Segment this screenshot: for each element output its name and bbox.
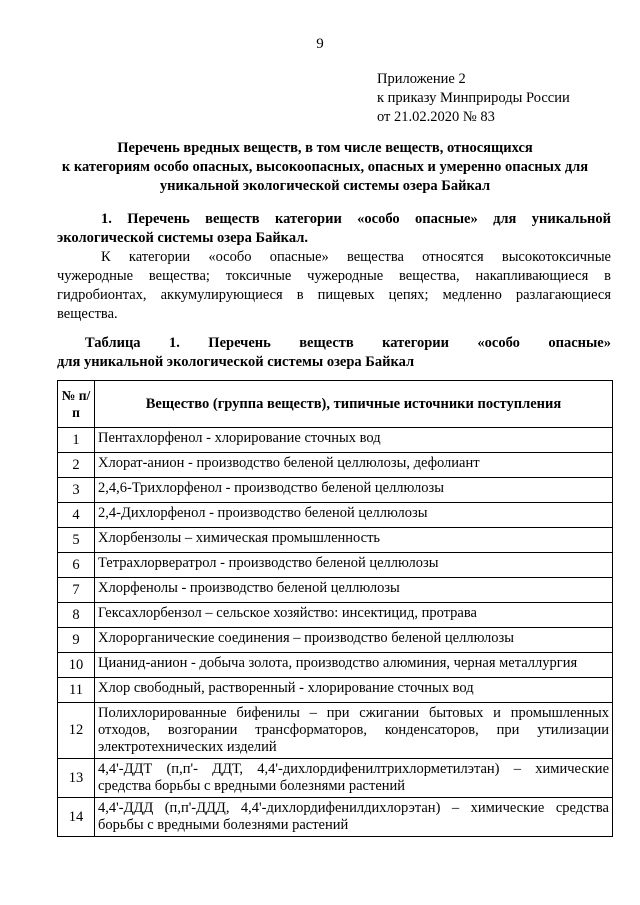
row-substance: Тетрахлорвератрол - производство беленой целлюлозы	[95, 553, 613, 578]
row-number: 7	[58, 578, 95, 603]
appendix-line-3: от 21.02.2020 № 83	[377, 109, 495, 125]
section-heading-line-1: 1. Перечень веществ категории «особо опасные» для уникальной	[101, 211, 611, 227]
row-number: 4	[58, 503, 95, 528]
row-substance: 4,4'-ДДТ (п,п'- ДДТ, 4,4'-дихлордифенилтрихлорметилэтан) – химические средства борьбы с вредными болезнями растений	[95, 759, 613, 798]
row-number: 12	[58, 703, 95, 759]
row-number: 1	[58, 428, 95, 453]
section-heading-line-2: экологической системы озера Байкал.	[57, 230, 308, 246]
substances-table	[57, 380, 613, 837]
header-substance: Вещество (группа веществ), типичные источники поступления	[95, 381, 613, 428]
paragraph-rest: чужеродные вещества; токсичные чужеродные вещества, накапливающиеся в гидробионтах, аккумулирующиеся в пищевых цепях; медленно разлагающиеся вещества.	[57, 268, 611, 322]
row-number: 3	[58, 478, 95, 503]
row-number: 13	[58, 759, 95, 798]
row-number: 9	[58, 628, 95, 653]
table-header-row	[58, 381, 613, 428]
row-substance: Гексахлорбензол – сельское хозяйство: инсектицид, протрава	[95, 603, 613, 628]
row-substance: Хлорбензолы – химическая промышленность	[95, 528, 613, 553]
table-row	[58, 678, 613, 703]
table-body	[58, 428, 613, 837]
row-substance: Хлор свободный, растворенный - хлорирование сточных вод	[95, 678, 613, 703]
table-row	[58, 453, 613, 478]
title-line-2: к категориям особо опасных, высокоопасных, опасных и умеренно опасных для	[61, 159, 589, 175]
table-row	[58, 628, 613, 653]
page-number: 9	[316, 36, 324, 52]
table-row	[58, 503, 613, 528]
row-number: 10	[58, 653, 95, 678]
row-substance: Цианид-анион - добыча золота, производство алюминия, черная металлургия	[95, 653, 613, 678]
table-row	[58, 428, 613, 453]
table-row	[58, 478, 613, 503]
row-substance: 2,4-Дихлорфенол - производство беленой целлюлозы	[95, 503, 613, 528]
table-caption	[57, 334, 611, 372]
row-substance: Пентахлорфенол - хлорирование сточных вод	[95, 428, 613, 453]
row-substance: 2,4,6-Трихлорфенол - производство беленой целлюлозы	[95, 478, 613, 503]
table-row	[58, 798, 613, 837]
table-row	[58, 603, 613, 628]
row-number: 11	[58, 678, 95, 703]
table-row	[58, 528, 613, 553]
appendix-reference	[377, 70, 570, 127]
row-substance: Хлорат-анион - производство беленой целлюлозы, дефолиант	[95, 453, 613, 478]
row-number: 6	[58, 553, 95, 578]
row-substance: Хлорфенолы - производство беленой целлюлозы	[95, 578, 613, 603]
row-substance: 4,4'-ДДД (п,п'-ДДД, 4,4'-дихлордифенилдихлорэтан) – химические средства борьбы с вредными болезнями растений	[95, 798, 613, 837]
appendix-line-2: к приказу Минприроды России	[377, 90, 570, 106]
section-heading	[57, 210, 611, 248]
table-row	[58, 703, 613, 759]
row-substance: Полихлорированные бифенилы – при сжигании бытовых и промышленных отходов, возгорании трансформаторов, конденсаторов, при утилизации электротехнических изделий	[95, 703, 613, 759]
row-substance: Хлорорганические соединения – производство беленой целлюлозы	[95, 628, 613, 653]
row-number: 8	[58, 603, 95, 628]
row-number: 14	[58, 798, 95, 837]
row-number: 5	[58, 528, 95, 553]
table-caption-line-2: для уникальной экологической системы озера Байкал	[57, 354, 415, 370]
row-number: 2	[58, 453, 95, 478]
header-number: № п/п	[58, 381, 95, 428]
title-line-1: Перечень вредных веществ, в том числе веществ, относящихся	[117, 140, 533, 156]
table-row	[58, 653, 613, 678]
document-title	[40, 139, 610, 196]
table-row	[58, 578, 613, 603]
table-row	[58, 759, 613, 798]
table-row	[58, 553, 613, 578]
paragraph-line-1: К категории «особо опасные» вещества относятся высокотоксичные	[101, 249, 611, 265]
title-line-3: уникальной экологической системы озера Байкал	[159, 178, 491, 194]
section-paragraph	[57, 248, 611, 324]
table-caption-line-1: Таблица 1. Перечень веществ категории «особо опасные»	[85, 335, 611, 351]
appendix-line-1: Приложение 2	[377, 71, 466, 87]
